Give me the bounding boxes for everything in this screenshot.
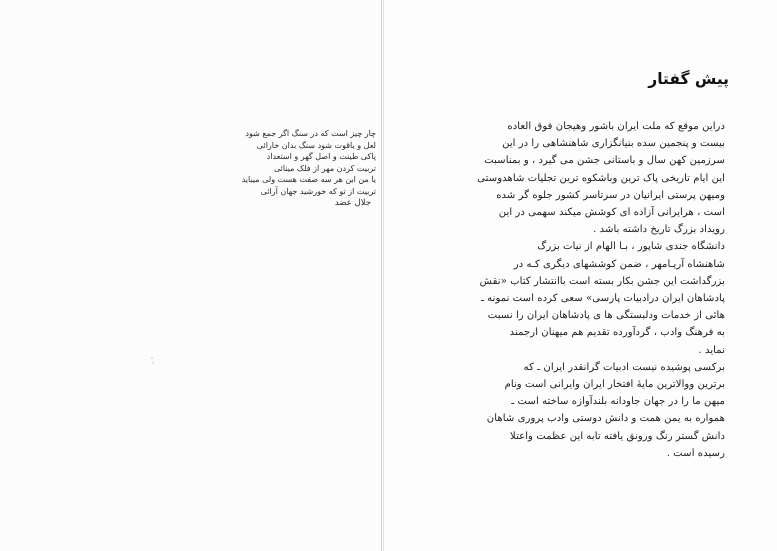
text-line: دانش گستر رنگ ورونق یافته تابه این عظمت واعتلا <box>509 430 725 442</box>
page-title: پیش گفتار <box>648 70 729 88</box>
text-line: نماید . <box>698 344 725 356</box>
text-line: ومیهن پرستی ایرانیان در سرتاسر کشور جلوه گر شده <box>496 189 725 201</box>
text-line: رویداد بزرگ تاریخ داشته باشد . <box>593 224 725 236</box>
poem-line: لعل و یاقوت شود سنگ بدان خارائی <box>256 140 376 150</box>
left-page <box>0 0 382 551</box>
paper-speck <box>152 362 154 364</box>
text-line: به فرهنگ وادب ، گردآورده تقدیم هم میهنان ارجمند <box>509 327 725 339</box>
poem-line: یا من این هر سه صفت هست ولی میباید <box>241 175 376 184</box>
poem-author: جلال عضد <box>334 198 371 208</box>
text-line: است ، هرایرانی آزاده ای کوشش میکند سهمی در این <box>498 207 725 219</box>
text-line: هائی از خدمات ودلبستگی ها ی پادشاهان ایران را نسبت <box>487 310 725 322</box>
poem-line: چار چیز است که در سنگ اگر جمع شود <box>245 129 376 138</box>
text-line: برترین ووالاترین مایهٔ افتخار ایران وایرانی است ونام <box>504 379 725 391</box>
text-line: این ایام تاریخی پاک ترین وباشکوه ترین تجلیات شاهدوستی <box>477 172 725 184</box>
text-line: شاهنشاه آریـامهر ، ضمن کوششهای دیگری کـه در <box>513 258 725 270</box>
text-line: بزرگداشت این جشن بکار بسته است باانتشار کتاب «نقش <box>479 275 725 287</box>
text-line: سرزمین کهن سال و باستانی جشن می گیرد ، و بمناسبت <box>484 155 725 167</box>
text-line: دراین موقع که ملت ایران باشور وهیجان فوق العاده <box>507 121 725 132</box>
book-gutter <box>383 0 384 551</box>
text-line: میهن ما را در جهان جاودانه بلندآوازه ساخته است ـ <box>511 396 725 408</box>
poem-line: تربیت کردن مهر از فلک مینائی <box>273 163 376 173</box>
poem-line: تربیت از تو که خورشید جهان آرائی <box>260 186 376 196</box>
text-line: برکسی پوشیده نیست ادبیات گرانقدر ایران ـ که <box>523 361 725 373</box>
poem-line: پاکی طینت و اصل گهر و استعداد <box>266 152 376 161</box>
foreword-text <box>459 118 725 462</box>
paper-speck <box>151 357 153 359</box>
epigraph-poem <box>140 128 376 210</box>
text-line: بیست و پنجمین سده بنیانگزاری شاهنشاهی را در این <box>502 138 725 150</box>
text-line: رسیده است . <box>666 447 725 459</box>
text-line: دانشگاه جندی شاپور ، بـا الهام از نیات بزرگ <box>537 241 725 253</box>
book-gutter <box>381 0 382 551</box>
text-line: همواره به یمن همت و دانش دوستی وادب پروری شاهان <box>486 413 725 425</box>
text-line: پادشاهان ایران درادبیات پارسی» سعی کرده است نمونه ـ <box>480 293 725 305</box>
